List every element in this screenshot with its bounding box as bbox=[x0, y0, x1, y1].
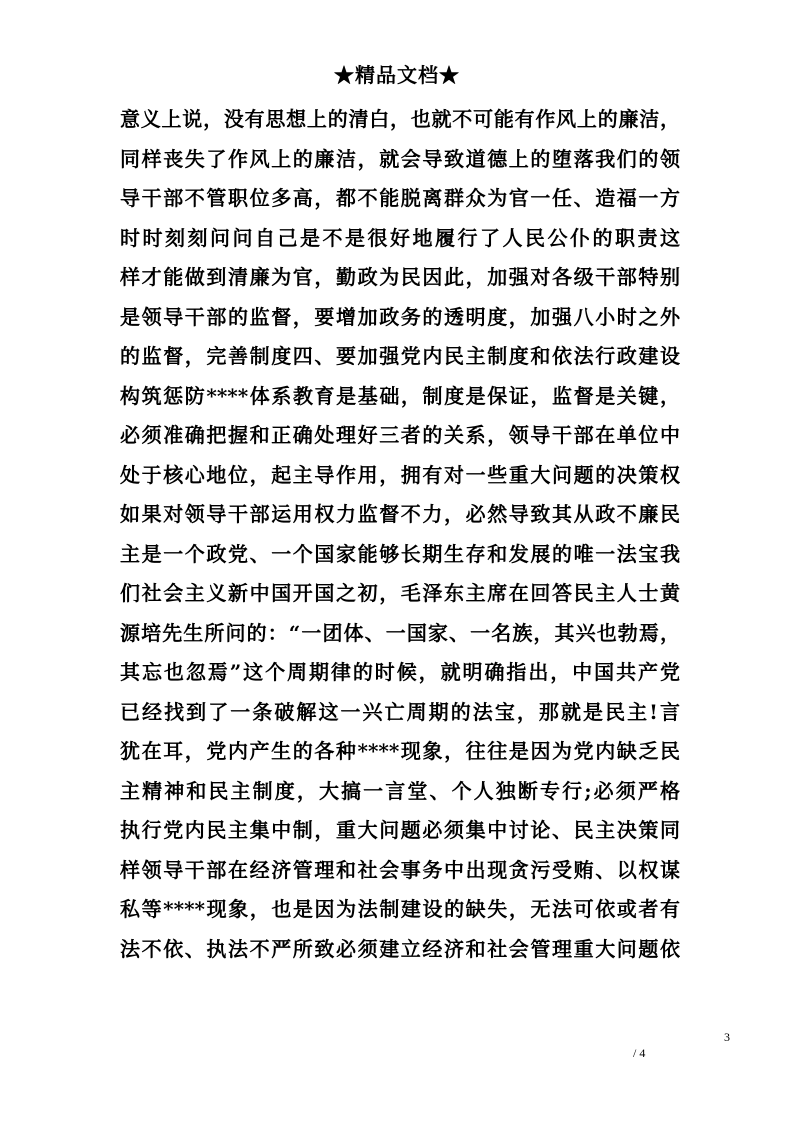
document-body bbox=[120, 100, 680, 969]
body-line: 时时刻刻问问自己是不是很好地履行了人民公仆的职责这 bbox=[120, 225, 680, 250]
body-line: 样才能做到清廉为官，勤政为民因此，加强对各级干部特别 bbox=[120, 265, 680, 289]
body-line: 其忘也忽焉”这个周期律的时候，就明确指出，中国共产党 bbox=[120, 660, 680, 684]
body-line: 主是一个政党、一个国家能够长期生存和发展的唯一法宝我 bbox=[120, 541, 680, 566]
body-line: 源培先生所问的：“一团体、一国家、一名族，其兴也勃焉， bbox=[120, 620, 680, 645]
body-line: 已经找到了一条破解这一兴亡周期的法宝，那就是民主!言 bbox=[120, 699, 680, 724]
body-line: 主精神和民主制度，大搞一言堂、个人独断专行;必须严格 bbox=[120, 778, 680, 803]
page-number: 3 bbox=[724, 1030, 730, 1044]
page-total: / 4 bbox=[633, 1046, 646, 1060]
body-line: 如果对领导干部运用权力监督不力，必然导致其从政不廉民 bbox=[120, 502, 680, 526]
body-line: 法不依、执法不严所致必须建立经济和社会管理重大问题依 bbox=[120, 936, 680, 961]
body-line: 是领导干部的监督，要增加政务的透明度，加强八小时之外 bbox=[120, 304, 680, 329]
body-line: 意义上说，没有思想上的清白，也就不可能有作风上的廉洁， bbox=[120, 107, 680, 131]
body-line: 犹在耳，党内产生的各种****现象，往往是因为党内缺乏民 bbox=[120, 739, 680, 763]
body-line: 导干部不管职位多高，都不能脱离群众为官一任、造福一方 bbox=[120, 186, 680, 210]
body-line: 执行党内民主集中制，重大问题必须集中讨论、民主决策同 bbox=[120, 818, 680, 842]
body-line: 私等****现象，也是因为法制建设的缺失，无法可依或者有 bbox=[120, 897, 680, 921]
body-line: 同样丧失了作风上的廉洁，就会导致道德上的堕落我们的领 bbox=[120, 146, 680, 171]
document-header-title: ★精品文档★ bbox=[334, 63, 460, 87]
body-line: 构筑惩防****体系教育是基础，制度是保证，监督是关键， bbox=[120, 383, 680, 408]
body-line: 必须准确把握和正确处理好三者的关系，领导干部在单位中 bbox=[120, 423, 680, 447]
body-line: 们社会主义新中国开国之初，毛泽东主席在回答民主人士黄 bbox=[120, 581, 680, 605]
body-line: 处于核心地位，起主导作用，拥有对一些重大问题的决策权 bbox=[120, 462, 680, 487]
body-line: 的监督，完善制度四、要加强党内民主制度和依法行政建设 bbox=[120, 344, 680, 368]
body-line: 样领导干部在经济管理和社会事务中出现贪污受贿、以权谋 bbox=[120, 857, 680, 882]
